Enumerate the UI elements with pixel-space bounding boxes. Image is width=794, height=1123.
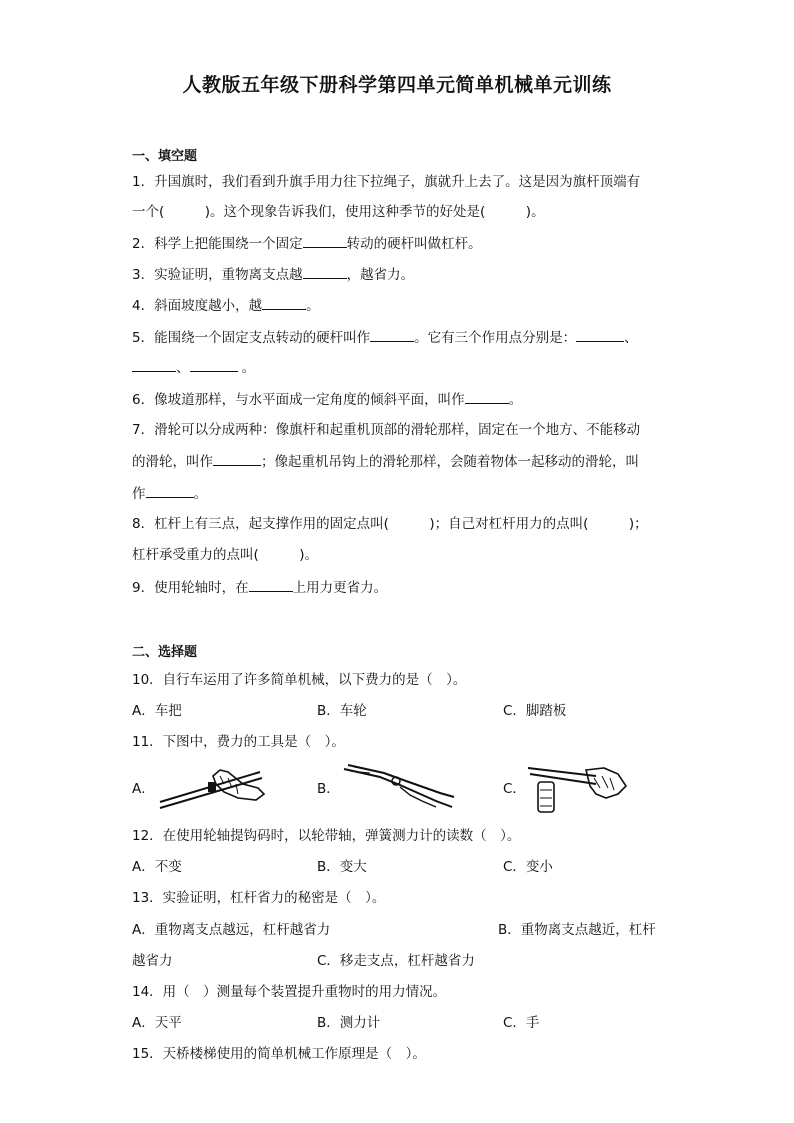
question-6 [132, 389, 522, 410]
answer-blank[interactable] [146, 483, 194, 498]
option-14-b[interactable]: B．测力计 [317, 1015, 381, 1031]
answer-blank[interactable] [370, 327, 414, 342]
question-15: 15．天桥楼梯使用的简单机械工作原理是（ ）。 [132, 1046, 426, 1062]
question-13: 13．实验证明，杠杆省力的秘密是（ ）。 [132, 890, 386, 906]
answer-blank[interactable] [132, 357, 176, 372]
section-heading-fill-blank: 一、填空题 [132, 149, 198, 164]
lever-tool-a-figure [158, 762, 270, 810]
question-7-text-b1: 的滑轮，叫作 [132, 454, 213, 470]
answer-blank[interactable] [190, 357, 238, 372]
question-4-text-b: 。 [306, 298, 320, 314]
question-7-line-3 [132, 483, 207, 504]
question-3 [132, 264, 414, 285]
question-5-line-2 [132, 357, 255, 378]
question-14: 14．用（ ）测量每个装置提升重物时的用力情况。 [132, 984, 447, 1000]
question-7-line-1: 7．滑轮可以分成两种：像旗杆和起重机顶部的滑轮那样，固定在一个地方、不能移动 [132, 422, 641, 438]
answer-blank[interactable] [303, 233, 347, 248]
question-7-text-b2: ；像起重机吊钩上的滑轮那样，会随着物体一起移动的滑轮，叫 [261, 454, 639, 470]
question-7-text-c1: 作 [132, 486, 146, 502]
question-4 [132, 295, 320, 316]
option-10-b[interactable]: B．车轮 [317, 703, 367, 719]
question-1-line-2: 一个( )。这个现象告诉我们，使用这种季节的好处是( )。 [132, 204, 545, 220]
question-6-text-a: 6．像坡道那样，与水平面成一定角度的倾斜平面，叫作 [132, 392, 465, 408]
question-2-text-a: 2．科学上把能围绕一个固定 [132, 236, 303, 252]
question-7-text-c2: 。 [193, 486, 207, 502]
answer-blank[interactable] [576, 327, 624, 342]
question-4-text-a: 4．斜面坡度越小，越 [132, 298, 263, 314]
option-13-b-cont[interactable]: 越省力 [132, 953, 173, 969]
option-14-c[interactable]: C．手 [503, 1015, 540, 1031]
option-13-c[interactable]: C．移走支点，杠杆越省力 [317, 953, 475, 969]
option-13-a[interactable]: A．重物离支点越远，杠杆越省力 [132, 922, 331, 938]
option-10-a[interactable]: A．车把 [132, 703, 182, 719]
question-8-line-1: 8．杠杆上有三点，起支撑作用的固定点叫( )；自己对杠杆用力的点叫( )； [132, 516, 648, 532]
option-11-c[interactable]: C． [503, 781, 526, 797]
question-8-line-2: 杠杆承受重力的点叫( )。 [132, 547, 319, 563]
option-12-b[interactable]: B．变大 [317, 859, 367, 875]
question-10: 10．自行车运用了许多简单机械，以下费力的是（ ）。 [132, 672, 467, 688]
question-9 [132, 577, 387, 598]
question-5-end: 。 [237, 360, 256, 376]
option-11-b[interactable]: B． [317, 781, 340, 797]
option-14-a[interactable]: A．天平 [132, 1015, 182, 1031]
pliers-tool-b-figure [340, 763, 460, 813]
answer-blank[interactable] [465, 389, 509, 404]
question-11: 11．下图中，费力的工具是（ ）。 [132, 734, 345, 750]
question-5-sep: 、 [624, 330, 638, 346]
question-5-text-b: 。它有三个作用点分别是： [414, 330, 577, 346]
section-heading-choice: 二、选择题 [132, 645, 198, 660]
question-5-sep-2: 、 [176, 360, 190, 376]
question-5-line-1 [132, 327, 638, 348]
option-12-c[interactable]: C．变小 [503, 859, 553, 875]
question-2 [132, 233, 482, 254]
question-6-text-b: 。 [508, 392, 523, 408]
answer-blank[interactable] [249, 577, 293, 592]
question-3-text-a: 3．实验证明，重物离支点越 [132, 267, 303, 283]
answer-blank[interactable] [303, 264, 347, 279]
answer-blank[interactable] [213, 451, 261, 466]
option-10-c[interactable]: C．脚踏板 [503, 703, 567, 719]
question-2-text-b: 转动的硬杆叫做杠杆。 [346, 236, 482, 252]
question-1-line-1: 1．升国旗时，我们看到升旗手用力往下拉绳子，旗就升上去了。这是因为旗杆顶端有 [132, 174, 641, 190]
option-11-a[interactable]: A． [132, 781, 155, 797]
nutcracker-tool-c-figure [526, 760, 630, 816]
question-3-text-b: ，越省力。 [346, 267, 415, 283]
question-9-text-b: 上用力更省力。 [292, 580, 388, 596]
question-9-text-a: 9．使用轮轴时，在 [132, 580, 249, 596]
question-5-text-a: 5．能围绕一个固定支点转动的硬杆叫作 [132, 330, 371, 346]
question-12: 12．在使用轮轴提钩码时，以轮带轴，弹簧测力计的读数（ ）。 [132, 828, 521, 844]
option-12-a[interactable]: A．不变 [132, 859, 182, 875]
page-title: 人教版五年级下册科学第四单元简单机械单元训练 [182, 74, 612, 96]
question-7-line-2 [132, 451, 639, 472]
answer-blank[interactable] [262, 295, 306, 310]
option-13-b[interactable]: B．重物离支点越近，杠杆 [498, 922, 656, 938]
